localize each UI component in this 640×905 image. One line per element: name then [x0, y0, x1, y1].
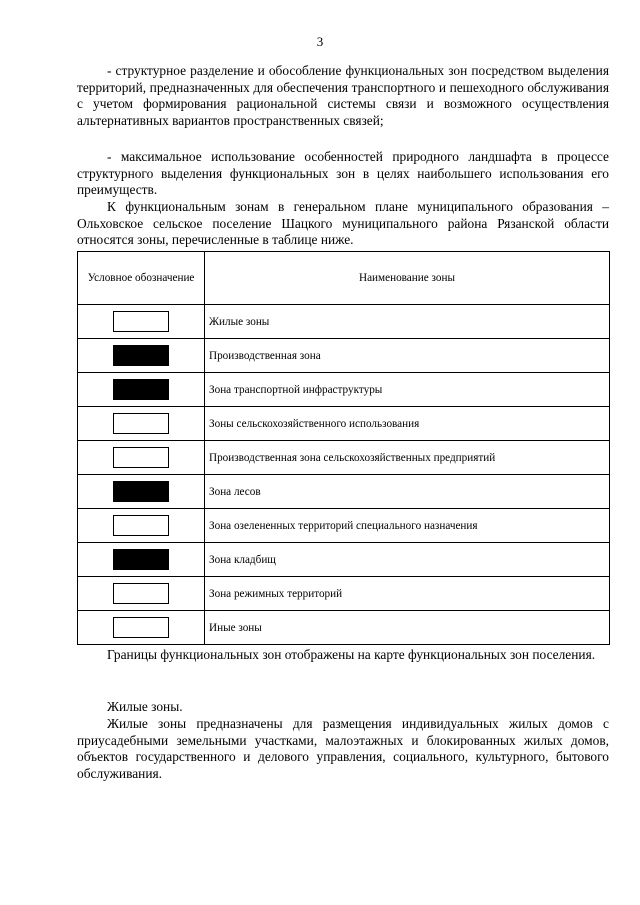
zone-symbol-cell [78, 611, 205, 645]
zone-name: Производственная зона [205, 339, 610, 373]
zone-symbol-cell [78, 339, 205, 373]
zone-legend-swatch [113, 311, 169, 332]
zone-legend-swatch [113, 447, 169, 468]
table-row [78, 611, 610, 645]
zone-name: Зона режимных территорий [205, 577, 610, 611]
table-header-row [78, 252, 610, 305]
zone-name: Производственная зона сельскохозяйственных предприятий [205, 441, 610, 475]
table-row [78, 475, 610, 509]
zone-name: Зона транспортной инфраструктуры [205, 373, 610, 407]
after-table-paragraph: Границы функциональных зон отображены на карте функциональных зон поселения. [107, 647, 596, 662]
zone-legend-swatch [113, 583, 169, 604]
zone-legend-swatch [113, 345, 169, 366]
intro-paragraph-3: К функциональным зонам в генеральном плане муниципального образования – Ольховское сельское поселение Шацкого муниципального района Рязанской области относятся зоны, перечисленные в таблице ниже. [77, 199, 609, 247]
zones-table [77, 251, 610, 645]
page-number: 3 [316, 34, 324, 49]
header-symbol: Условное обозначение [78, 252, 205, 305]
zone-name: Жилые зоны [205, 305, 610, 339]
zone-legend-swatch [113, 549, 169, 570]
table-row [78, 543, 610, 577]
intro-paragraph-2: - максимальное использование особенностей природного ландшафта в процессе структурного выделения функциональных зон в целях наибольшего использования его преимуществ. [77, 149, 609, 197]
section-heading: Жилые зоны. [107, 699, 183, 714]
zone-legend-swatch [113, 515, 169, 536]
zone-legend-swatch [113, 413, 169, 434]
zone-symbol-cell [78, 475, 205, 509]
zone-name: Зона лесов [205, 475, 610, 509]
zone-symbol-cell [78, 373, 205, 407]
section-paragraph: Жилые зоны предназначены для размещения индивидуальных жилых домов с приусадебными земельными участками, малоэтажных и блокированных жилых домов, объектов государственного и делового управления, социального, культурного, бытового обслуживания. [77, 716, 609, 781]
table-row [78, 407, 610, 441]
zone-name: Зона озелененных территорий специального назначения [205, 509, 610, 543]
zone-legend-swatch [113, 617, 169, 638]
intro-paragraph-1: - структурное разделение и обособление функциональных зон посредством выделения территорий, предназначенных для обеспечения транспортного и пешеходного обслуживания с учетом формирования рациональной системы связи и возможного осуществления альтернативных вариантов пространственных связей; [77, 63, 609, 128]
zone-name: Зона кладбищ [205, 543, 610, 577]
zone-symbol-cell [78, 543, 205, 577]
zone-symbol-cell [78, 441, 205, 475]
zone-legend-swatch [113, 481, 169, 502]
zone-legend-swatch [113, 379, 169, 400]
table-row [78, 305, 610, 339]
table-row [78, 509, 610, 543]
zone-symbol-cell [78, 305, 205, 339]
zone-name: Зоны сельскохозяйственного использования [205, 407, 610, 441]
zone-name: Иные зоны [205, 611, 610, 645]
zone-symbol-cell [78, 407, 205, 441]
table-row [78, 339, 610, 373]
zone-symbol-cell [78, 577, 205, 611]
table-row [78, 441, 610, 475]
header-zone-name: Наименование зоны [205, 252, 610, 305]
table-row [78, 577, 610, 611]
zone-symbol-cell [78, 509, 205, 543]
table-row [78, 373, 610, 407]
